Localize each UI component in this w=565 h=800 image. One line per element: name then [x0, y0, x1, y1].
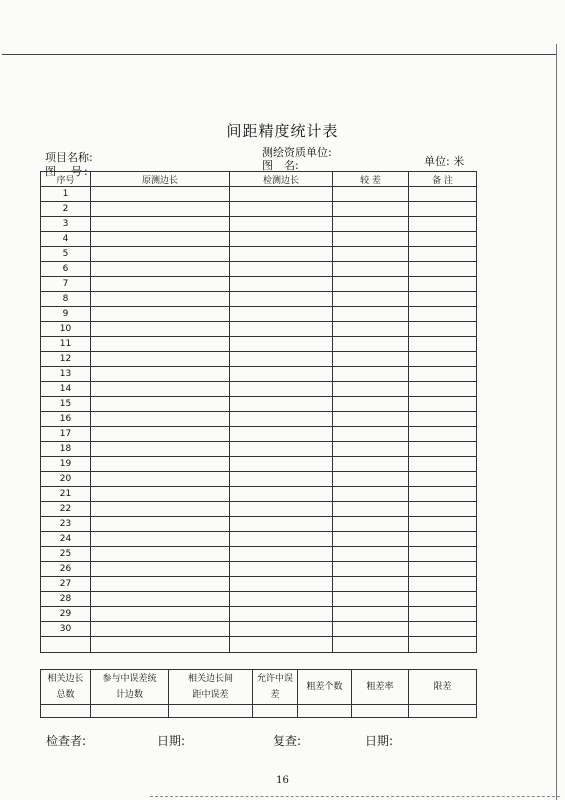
table-cell: [91, 397, 230, 412]
table-row: [41, 427, 477, 442]
table-cell: [230, 352, 333, 367]
table-cell: [91, 322, 230, 337]
table-cell: [333, 292, 409, 307]
table-cell: [91, 232, 230, 247]
table-cell: [333, 637, 409, 653]
table-cell: [230, 412, 333, 427]
table-cell: [333, 487, 409, 502]
table-row: [41, 232, 477, 247]
table-cell: [230, 262, 333, 277]
table-cell: [91, 382, 230, 397]
table-cell: [409, 472, 477, 487]
table-row: [41, 307, 477, 322]
table-cell: [91, 622, 230, 637]
row-index: 28: [41, 592, 91, 607]
table-cell: [409, 487, 477, 502]
table-cell: [333, 187, 409, 202]
table-cell: [409, 367, 477, 382]
col-header-remarks: 备 注: [409, 172, 477, 187]
table-row: [41, 262, 477, 277]
table-cell: [333, 412, 409, 427]
scan-edge-top: [2, 54, 557, 55]
table-cell: [230, 187, 333, 202]
table-cell: [409, 292, 477, 307]
table-cell: [409, 517, 477, 532]
table-cell: [333, 307, 409, 322]
summary-gross-error-count: 粗差个数: [298, 670, 352, 705]
scan-edge-right: [556, 44, 557, 800]
summary-allowed-error: 允许中误 差: [253, 670, 298, 705]
table-row: [41, 457, 477, 472]
table-row: [41, 442, 477, 457]
unit-label: 单位: 米: [424, 155, 465, 168]
summary-total-edges: 相关边长 总数: [41, 670, 91, 705]
review-date-label: 日期:: [365, 734, 394, 748]
table-cell: [91, 532, 230, 547]
table-cell: [333, 322, 409, 337]
summary-header-row: [41, 670, 477, 705]
inspector-label: 检查者:: [46, 734, 87, 748]
summary-table: [40, 669, 477, 718]
table-row: [41, 277, 477, 292]
table-cell: [230, 532, 333, 547]
col-header-check-length: 检测边长: [230, 172, 333, 187]
table-cell: [333, 367, 409, 382]
summary-edges-in-error-stat: 参与中误差统 计边数: [91, 670, 169, 705]
row-index: 21: [41, 487, 91, 502]
table-cell: [409, 532, 477, 547]
table-cell: [230, 277, 333, 292]
table-cell: [91, 367, 230, 382]
table-cell: [409, 427, 477, 442]
table-header-row: [41, 172, 477, 187]
table-cell: [409, 547, 477, 562]
table-cell: [91, 517, 230, 532]
col-header-original-length: 原测边长: [91, 172, 230, 187]
table-row: [41, 592, 477, 607]
table-row: [41, 547, 477, 562]
table-cell: [91, 202, 230, 217]
table-cell: [409, 247, 477, 262]
row-index: 19: [41, 457, 91, 472]
table-row: [41, 397, 477, 412]
measurement-table: [40, 171, 477, 653]
table-cell: [230, 592, 333, 607]
col-header-index: 序号: [41, 172, 91, 187]
table-cell: [230, 517, 333, 532]
table-cell: [409, 622, 477, 637]
table-cell: [333, 442, 409, 457]
table-cell: [409, 217, 477, 232]
table-cell: [333, 217, 409, 232]
row-index: 5: [41, 247, 91, 262]
table-cell: [91, 247, 230, 262]
table-cell: [230, 397, 333, 412]
row-index: 8: [41, 292, 91, 307]
row-index: 11: [41, 337, 91, 352]
table-cell: [333, 247, 409, 262]
table-cell: [230, 202, 333, 217]
inspection-date-label: 日期:: [157, 734, 186, 748]
table-cell: [91, 427, 230, 442]
form-title: 间距精度统计表: [226, 122, 339, 140]
table-cell: [333, 472, 409, 487]
table-cell: [91, 337, 230, 352]
project-name-label: 项目名称:: [45, 151, 93, 164]
table-cell: [333, 397, 409, 412]
summary-gross-error-rate: 粗差率: [352, 670, 409, 705]
table-cell: [333, 427, 409, 442]
table-cell: [333, 562, 409, 577]
table-row: [41, 352, 477, 367]
table-cell: [333, 232, 409, 247]
row-index: 14: [41, 382, 91, 397]
row-index: 7: [41, 277, 91, 292]
table-cell: [333, 352, 409, 367]
table-cell: [409, 502, 477, 517]
table-row: [41, 532, 477, 547]
table-cell: [409, 382, 477, 397]
table-cell: [409, 442, 477, 457]
row-index: 4: [41, 232, 91, 247]
table-row: [41, 577, 477, 592]
table-cell: [230, 622, 333, 637]
table-cell: [230, 442, 333, 457]
table-cell: [230, 382, 333, 397]
table-row: [41, 292, 477, 307]
table-cell: [333, 337, 409, 352]
table-cell: [91, 457, 230, 472]
summary-value-row: [41, 705, 477, 718]
table-cell: [230, 487, 333, 502]
table-cell: [333, 517, 409, 532]
table-cell: [91, 352, 230, 367]
table-cell: [409, 307, 477, 322]
table-cell: [409, 352, 477, 367]
row-index: 6: [41, 262, 91, 277]
summary-mean-square-error: 相关边长间 距中误差: [169, 670, 253, 705]
table-cell: [91, 472, 230, 487]
table-cell: [91, 637, 230, 653]
table-cell: [91, 262, 230, 277]
table-cell: [230, 457, 333, 472]
row-index: 9: [41, 307, 91, 322]
summary-tolerance: 限差: [409, 670, 477, 705]
row-index: 26: [41, 562, 91, 577]
table-cell: [91, 547, 230, 562]
table-cell: [409, 592, 477, 607]
table-cell: [91, 217, 230, 232]
table-cell: [91, 307, 230, 322]
table-row: [41, 322, 477, 337]
scan-edge-bottom: [150, 796, 560, 797]
map-number-label: 图 号:: [45, 165, 90, 178]
table-cell: [409, 262, 477, 277]
table-cell: [333, 532, 409, 547]
table-row: [41, 607, 477, 622]
table-cell: [230, 307, 333, 322]
table-cell: [91, 187, 230, 202]
table-cell: [333, 262, 409, 277]
table-cell: [230, 427, 333, 442]
row-index: 24: [41, 532, 91, 547]
row-index: 29: [41, 607, 91, 622]
row-index: 3: [41, 217, 91, 232]
table-cell: [409, 277, 477, 292]
table-cell: [230, 607, 333, 622]
table-cell: [41, 637, 91, 653]
table-row-blank: [41, 637, 477, 653]
row-index: 16: [41, 412, 91, 427]
table-cell: [333, 592, 409, 607]
table-cell: [409, 397, 477, 412]
table-row: [41, 187, 477, 202]
table-cell: [91, 562, 230, 577]
col-header-difference: 较 差: [333, 172, 409, 187]
table-cell: [333, 607, 409, 622]
table-cell: [91, 502, 230, 517]
table-cell: [91, 577, 230, 592]
table-cell: [230, 577, 333, 592]
table-cell: [333, 277, 409, 292]
table-cell: [333, 457, 409, 472]
table-row: [41, 412, 477, 427]
survey-unit-label: 测绘资质单位:: [262, 146, 332, 159]
table-cell: [333, 502, 409, 517]
table-cell: [230, 232, 333, 247]
row-index: 27: [41, 577, 91, 592]
table-row: [41, 502, 477, 517]
table-cell: [230, 322, 333, 337]
table-cell: [230, 217, 333, 232]
map-name-label: 图 名:: [262, 159, 299, 172]
table-cell: [91, 277, 230, 292]
table-cell: [230, 247, 333, 262]
table-cell: [333, 577, 409, 592]
row-index: 10: [41, 322, 91, 337]
table-row: [41, 337, 477, 352]
table-cell: [409, 187, 477, 202]
table-cell: [230, 472, 333, 487]
table-cell: [333, 202, 409, 217]
table-cell: [91, 292, 230, 307]
row-index: 15: [41, 397, 91, 412]
row-index: 22: [41, 502, 91, 517]
table-cell: [230, 337, 333, 352]
row-index: 13: [41, 367, 91, 382]
table-cell: [333, 622, 409, 637]
row-index: 23: [41, 517, 91, 532]
row-index: 18: [41, 442, 91, 457]
reviewer-label: 复查:: [273, 734, 302, 748]
table-cell: [409, 637, 477, 653]
table-cell: [333, 547, 409, 562]
table-cell: [409, 457, 477, 472]
table-row: [41, 247, 477, 262]
table-cell: [409, 202, 477, 217]
row-index: 20: [41, 472, 91, 487]
table-row: [41, 622, 477, 637]
row-index: 30: [41, 622, 91, 637]
table-cell: [91, 442, 230, 457]
table-cell: [409, 412, 477, 427]
table-row: [41, 217, 477, 232]
table-cell: [409, 562, 477, 577]
table-cell: [91, 412, 230, 427]
table-cell: [409, 577, 477, 592]
table-cell: [230, 292, 333, 307]
table-cell: [409, 322, 477, 337]
page-number: 16: [276, 775, 289, 786]
row-index: 25: [41, 547, 91, 562]
table-row: [41, 472, 477, 487]
table-cell: [230, 637, 333, 653]
table-row: [41, 562, 477, 577]
table-cell: [409, 337, 477, 352]
table-cell: [230, 547, 333, 562]
table-row: [41, 517, 477, 532]
table-cell: [230, 367, 333, 382]
row-index: 2: [41, 202, 91, 217]
table-row: [41, 382, 477, 397]
table-cell: [333, 382, 409, 397]
table-cell: [230, 562, 333, 577]
row-index: 1: [41, 187, 91, 202]
table-cell: [230, 502, 333, 517]
table-row: [41, 202, 477, 217]
table-cell: [91, 607, 230, 622]
table-cell: [409, 607, 477, 622]
row-index: 17: [41, 427, 91, 442]
row-index: 12: [41, 352, 91, 367]
table-row: [41, 367, 477, 382]
table-cell: [91, 487, 230, 502]
table-cell: [91, 592, 230, 607]
table-row: [41, 487, 477, 502]
table-cell: [409, 232, 477, 247]
